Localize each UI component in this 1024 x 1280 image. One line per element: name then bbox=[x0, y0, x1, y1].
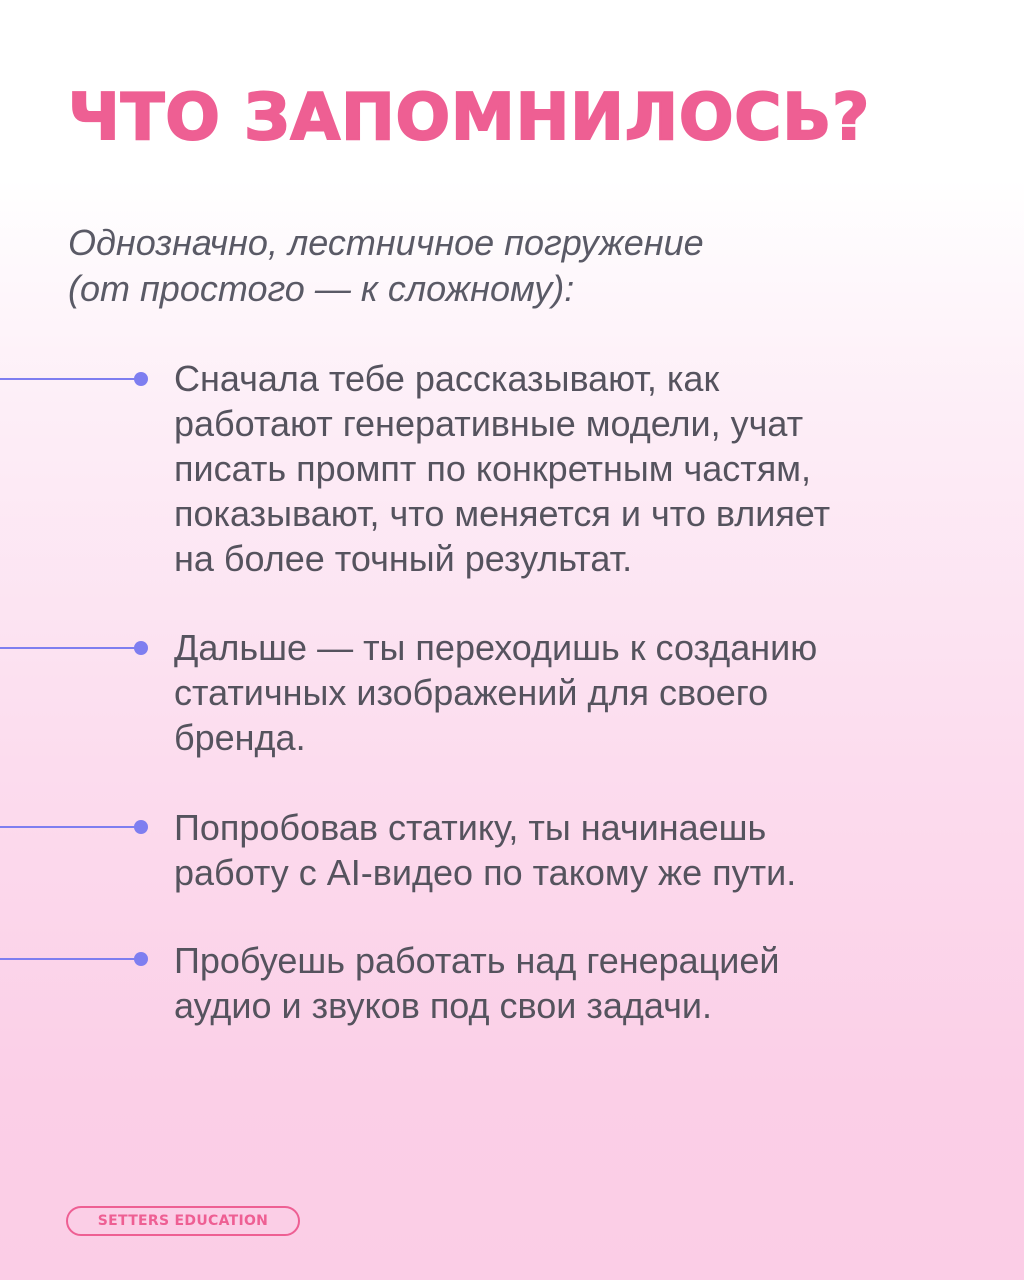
list-item-line: бренда. bbox=[174, 717, 306, 758]
bullet-connector-line bbox=[0, 826, 136, 828]
list-item-line: Попробовав статику, ты начинаешь bbox=[174, 807, 767, 848]
brand-badge: SETTERS EDUCATION bbox=[66, 1206, 300, 1236]
list-item-line: работают генеративные модели, учат bbox=[174, 403, 804, 444]
bullet-dot-icon bbox=[134, 641, 148, 655]
list-item-line: на более точный результат. bbox=[174, 538, 633, 579]
page-title: ЧТО ЗАПОМНИЛОСЬ? bbox=[68, 81, 871, 155]
bullet-connector-line bbox=[0, 378, 136, 380]
list-item-line: статичных изображений для своего bbox=[174, 672, 769, 713]
list-item-line: работу с AI-видео по такому же пути. bbox=[174, 852, 797, 893]
bullet-dot-icon bbox=[134, 952, 148, 966]
list-item-line: Дальше — ты переходишь к созданию bbox=[174, 627, 818, 668]
list-item-text bbox=[174, 938, 974, 1028]
intro-line: Однозначно, лестничное погружение bbox=[68, 222, 704, 263]
bullet-connector-line bbox=[0, 647, 136, 649]
list-item-line: показывают, что меняется и что влияет bbox=[174, 493, 831, 534]
bullet-dot-icon bbox=[134, 372, 148, 386]
intro-text bbox=[68, 220, 948, 312]
bullet-connector-line bbox=[0, 958, 136, 960]
list-item-text bbox=[174, 625, 974, 760]
intro-line: (от простого — к сложному): bbox=[68, 268, 575, 309]
list-item-line: аудио и звуков под свои задачи. bbox=[174, 985, 713, 1026]
list-item-text bbox=[174, 356, 974, 581]
list-item-line: Сначала тебе рассказывают, как bbox=[174, 358, 720, 399]
list-item-line: Пробуешь работать над генерацией bbox=[174, 940, 780, 981]
list-item-line: писать промпт по конкретным частям, bbox=[174, 448, 812, 489]
list-item-text bbox=[174, 805, 974, 895]
bullet-dot-icon bbox=[134, 820, 148, 834]
